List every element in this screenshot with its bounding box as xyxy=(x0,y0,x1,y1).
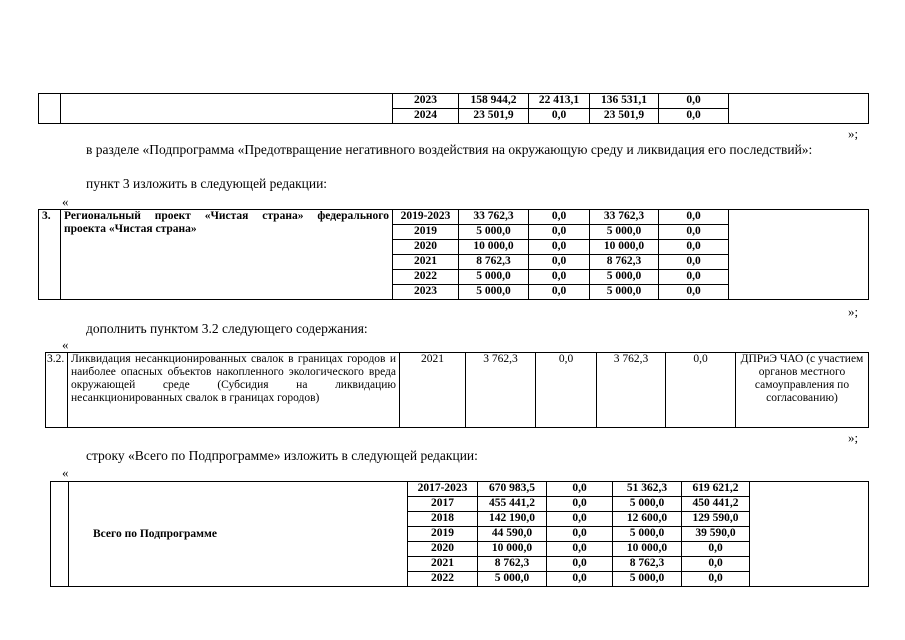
value-cell: 0,0 xyxy=(529,270,590,285)
total-cell: 670 983,5 xyxy=(478,482,547,497)
executor-cell: ДПРиЭ ЧАО (с участием органов местного самоуправления по согласованию) xyxy=(736,353,869,428)
year-cell: 2019-2023 xyxy=(393,210,459,225)
value-cell: 0,0 xyxy=(682,542,750,557)
value-cell: 0,0 xyxy=(529,285,590,300)
total-cell: 10 000,0 xyxy=(478,542,547,557)
year-cell: 2024 xyxy=(393,109,459,124)
year-cell: 2020 xyxy=(408,542,478,557)
year-cell: 2021 xyxy=(400,353,466,428)
total-cell: 10 000,0 xyxy=(459,240,529,255)
value-cell: 3 762,3 xyxy=(597,353,666,428)
value-cell: 0,0 xyxy=(659,285,729,300)
value-cell: 5 000,0 xyxy=(613,572,682,587)
total-label: Всего по Подпрограмме xyxy=(69,482,408,587)
paragraph-add-point: дополнить пунктом 3.2 следующего содержания: xyxy=(86,321,368,336)
year-cell: 2020 xyxy=(393,240,459,255)
value-cell: 8 762,3 xyxy=(613,557,682,572)
value-cell: 0,0 xyxy=(547,542,613,557)
value-cell: 0,0 xyxy=(547,512,613,527)
value-cell: 0,0 xyxy=(682,572,750,587)
value-cell: 5 000,0 xyxy=(590,225,659,240)
value-cell: 10 000,0 xyxy=(613,542,682,557)
year-cell: 2019 xyxy=(393,225,459,240)
year-cell: 2017-2023 xyxy=(408,482,478,497)
year-cell: 2023 xyxy=(393,94,459,109)
year-cell: 2017 xyxy=(408,497,478,512)
year-cell: 2023 xyxy=(393,285,459,300)
value-cell: 0,0 xyxy=(682,557,750,572)
value-cell: 0,0 xyxy=(659,210,729,225)
paragraph-section-change: в разделе «Подпрограмма «Предотвращение негативного воздействия на окружающую среду и ликвидация его последствий»: xyxy=(86,142,813,157)
value-cell: 0,0 xyxy=(547,557,613,572)
table-point3-2 xyxy=(45,352,869,428)
value-cell: 0,0 xyxy=(547,482,613,497)
total-cell: 44 590,0 xyxy=(478,527,547,542)
value-cell: 33 762,3 xyxy=(590,210,659,225)
total-cell: 5 000,0 xyxy=(478,572,547,587)
year-cell: 2019 xyxy=(408,527,478,542)
quote-close: »; xyxy=(848,304,859,319)
value-cell: 10 000,0 xyxy=(590,240,659,255)
value-cell: 0,0 xyxy=(659,109,729,124)
total-cell: 33 762,3 xyxy=(459,210,529,225)
activity-name: Ликвидация несанкционированных свалок в границах городов и наиболее опасных объектов накопленного экологического вреда окружающей среде (Субсидия на ликвидацию несанкционированных свалок в границах городов) xyxy=(68,353,400,428)
table-point3 xyxy=(38,209,869,300)
value-cell: 136 531,1 xyxy=(590,94,659,109)
value-cell: 0,0 xyxy=(666,353,736,428)
value-cell: 22 413,1 xyxy=(529,94,590,109)
value-cell: 0,0 xyxy=(529,240,590,255)
value-cell: 0,0 xyxy=(529,255,590,270)
paragraph-point3: пункт 3 изложить в следующей редакции: xyxy=(86,176,328,191)
value-cell: 0,0 xyxy=(659,270,729,285)
value-cell: 450 441,2 xyxy=(682,497,750,512)
year-cell: 2022 xyxy=(393,270,459,285)
total-cell: 8 762,3 xyxy=(478,557,547,572)
project-name: Региональный проект «Чистая страна» федерального проекта «Чистая страна» xyxy=(61,210,393,300)
quote-close: »; xyxy=(848,126,859,141)
total-cell: 3 762,3 xyxy=(466,353,536,428)
year-cell: 2022 xyxy=(408,572,478,587)
total-cell: 8 762,3 xyxy=(459,255,529,270)
value-cell: 0,0 xyxy=(536,353,597,428)
value-cell: 5 000,0 xyxy=(590,270,659,285)
year-cell: 2021 xyxy=(393,255,459,270)
value-cell: 0,0 xyxy=(547,572,613,587)
value-cell: 51 362,3 xyxy=(613,482,682,497)
value-cell: 619 621,2 xyxy=(682,482,750,497)
value-cell: 39 590,0 xyxy=(682,527,750,542)
quote-open: « xyxy=(62,194,69,209)
value-cell: 0,0 xyxy=(547,497,613,512)
total-cell: 142 190,0 xyxy=(478,512,547,527)
quote-open: « xyxy=(62,337,69,352)
value-cell: 129 590,0 xyxy=(682,512,750,527)
value-cell: 23 501,9 xyxy=(590,109,659,124)
total-cell: 5 000,0 xyxy=(459,270,529,285)
total-cell: 158 944,2 xyxy=(459,94,529,109)
row-number: 3.2. xyxy=(46,353,68,428)
table-row xyxy=(39,210,869,225)
total-cell: 455 441,2 xyxy=(478,497,547,512)
value-cell: 0,0 xyxy=(547,527,613,542)
quote-open: « xyxy=(62,465,69,480)
year-cell: 2021 xyxy=(408,557,478,572)
table-budget-continuation xyxy=(38,93,869,124)
value-cell: 12 600,0 xyxy=(613,512,682,527)
value-cell: 0,0 xyxy=(659,255,729,270)
paragraph-total-row: строку «Всего по Подпрограмме» изложить в следующей редакции: xyxy=(86,448,478,463)
table-row xyxy=(51,482,869,497)
value-cell: 0,0 xyxy=(659,225,729,240)
total-cell: 23 501,9 xyxy=(459,109,529,124)
total-cell: 5 000,0 xyxy=(459,285,529,300)
value-cell: 5 000,0 xyxy=(590,285,659,300)
table-subprogram-total xyxy=(50,481,869,587)
value-cell: 8 762,3 xyxy=(590,255,659,270)
quote-close: »; xyxy=(848,430,859,445)
value-cell: 0,0 xyxy=(659,240,729,255)
table-row xyxy=(46,353,869,428)
row-number: 3. xyxy=(39,210,61,300)
year-cell: 2018 xyxy=(408,512,478,527)
table-row xyxy=(39,94,869,109)
value-cell: 5 000,0 xyxy=(613,497,682,512)
value-cell: 5 000,0 xyxy=(613,527,682,542)
value-cell: 0,0 xyxy=(529,109,590,124)
value-cell: 0,0 xyxy=(529,210,590,225)
total-cell: 5 000,0 xyxy=(459,225,529,240)
value-cell: 0,0 xyxy=(529,225,590,240)
value-cell: 0,0 xyxy=(659,94,729,109)
